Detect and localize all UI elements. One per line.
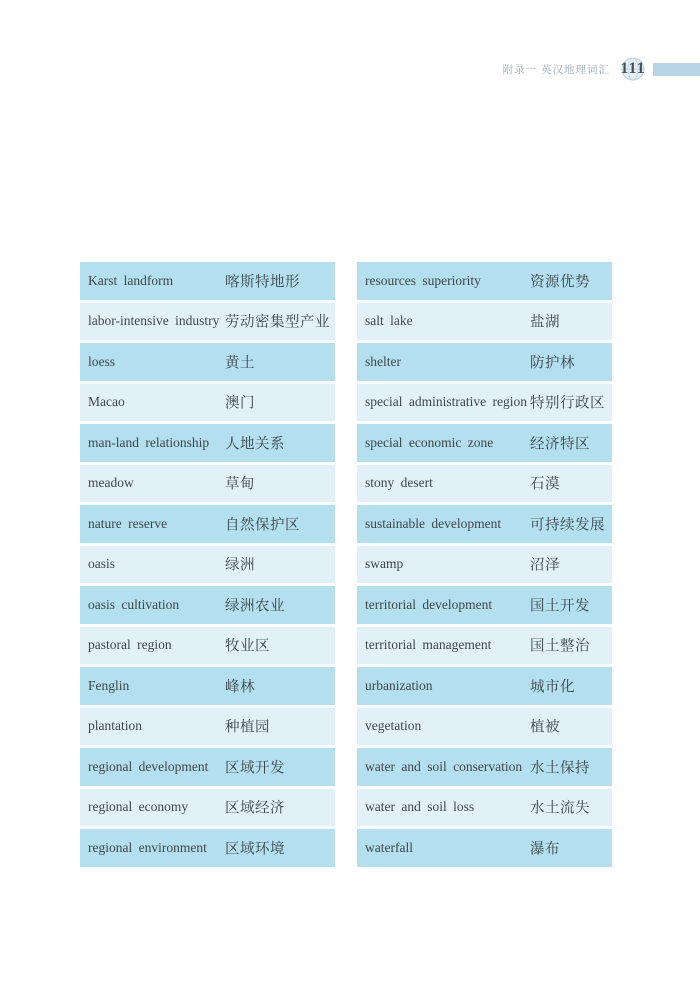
term-chinese: 黄土 xyxy=(225,355,255,372)
term-english: nature reserve xyxy=(88,515,168,531)
term-english: special administrative region xyxy=(365,394,527,410)
table-row xyxy=(357,708,612,746)
term-english: salt lake xyxy=(365,313,413,329)
term-chinese: 植被 xyxy=(530,719,560,736)
term-english: sustainable development xyxy=(365,515,502,531)
term-english: regional economy xyxy=(88,799,189,815)
term-english: waterfall xyxy=(365,839,413,855)
term-english: man-land relationship xyxy=(88,434,210,450)
term-english: regional environment xyxy=(88,839,207,855)
term-english: pastoral region xyxy=(88,637,172,653)
table-row xyxy=(357,829,612,867)
table-row xyxy=(80,465,335,503)
table-row xyxy=(357,465,612,503)
term-chinese: 区域经济 xyxy=(225,800,285,817)
table-row xyxy=(357,667,612,705)
glossary-table-right xyxy=(357,262,612,870)
table-row xyxy=(357,586,612,624)
table-row xyxy=(80,546,335,584)
table-row xyxy=(80,505,335,543)
header-accent-bar xyxy=(653,63,700,76)
term-chinese: 国土开发 xyxy=(530,598,590,615)
term-chinese: 石漠 xyxy=(530,476,560,493)
term-chinese: 经济特区 xyxy=(530,436,590,453)
term-english: water and soil conservation xyxy=(365,758,523,774)
term-english: loess xyxy=(88,353,115,369)
term-english: meadow xyxy=(88,475,134,491)
term-chinese: 国土整治 xyxy=(530,638,590,655)
table-row xyxy=(80,627,335,665)
term-chinese: 绿洲 xyxy=(225,557,255,574)
term-chinese: 种植园 xyxy=(225,719,270,736)
term-chinese: 可持续发展 xyxy=(530,517,605,534)
term-english: water and soil loss xyxy=(365,799,475,815)
term-english: vegetation xyxy=(365,718,422,734)
term-english: stony desert xyxy=(365,475,433,491)
term-chinese: 草甸 xyxy=(225,476,255,493)
term-english: territorial development xyxy=(365,596,493,612)
table-row xyxy=(357,343,612,381)
term-chinese: 人地关系 xyxy=(225,436,285,453)
table-row xyxy=(357,424,612,462)
term-chinese: 自然保护区 xyxy=(225,517,300,534)
table-row xyxy=(80,586,335,624)
term-english: labor-intensive industry xyxy=(88,313,220,329)
term-chinese: 区域环境 xyxy=(225,841,285,858)
table-row xyxy=(357,384,612,422)
term-chinese: 瀑布 xyxy=(530,841,560,858)
table-row xyxy=(80,424,335,462)
running-header-title: 附录一 英汉地理词汇 xyxy=(502,63,610,76)
term-english: urbanization xyxy=(365,677,433,693)
term-chinese: 澳门 xyxy=(225,395,255,412)
term-chinese: 沼泽 xyxy=(530,557,560,574)
table-row xyxy=(357,627,612,665)
table-row xyxy=(80,667,335,705)
table-row xyxy=(357,789,612,827)
term-chinese: 牧业区 xyxy=(225,638,270,655)
term-chinese: 区域开发 xyxy=(225,760,285,777)
term-english: Karst landform xyxy=(88,272,174,288)
term-chinese: 盐湖 xyxy=(530,314,560,331)
term-chinese: 城市化 xyxy=(530,679,575,696)
term-chinese: 水土流失 xyxy=(530,800,590,817)
term-english: oasis xyxy=(88,556,115,572)
table-row xyxy=(80,384,335,422)
term-english: swamp xyxy=(365,556,404,572)
page-number-wrap xyxy=(619,56,647,82)
term-english: resources superiority xyxy=(365,272,481,288)
term-chinese: 绿洲农业 xyxy=(225,598,285,615)
table-row xyxy=(80,789,335,827)
term-english: territorial management xyxy=(365,637,492,653)
table-row xyxy=(80,708,335,746)
page-header xyxy=(0,59,700,79)
table-row xyxy=(80,303,335,341)
term-english: oasis cultivation xyxy=(88,596,180,612)
term-english: Fenglin xyxy=(88,677,130,693)
term-english: Macao xyxy=(88,394,125,410)
term-english: shelter xyxy=(365,353,401,369)
glossary-table-left xyxy=(80,262,335,870)
term-english: plantation xyxy=(88,718,142,734)
term-english: special economic zone xyxy=(365,434,494,450)
term-chinese: 水土保持 xyxy=(530,760,590,777)
term-chinese: 喀斯特地形 xyxy=(225,274,300,291)
page-number: 111 xyxy=(620,60,646,77)
term-chinese: 劳动密集型产业 xyxy=(225,314,330,331)
term-chinese: 防护林 xyxy=(530,355,575,372)
table-row xyxy=(80,262,335,300)
table-row xyxy=(80,829,335,867)
term-english: regional development xyxy=(88,758,209,774)
table-row xyxy=(357,505,612,543)
term-chinese: 资源优势 xyxy=(530,274,590,291)
term-chinese: 特别行政区 xyxy=(530,395,605,412)
table-row xyxy=(80,343,335,381)
table-row xyxy=(357,262,612,300)
table-row xyxy=(357,546,612,584)
table-row xyxy=(357,748,612,786)
table-row xyxy=(357,303,612,341)
table-row xyxy=(80,748,335,786)
term-chinese: 峰林 xyxy=(225,679,255,696)
